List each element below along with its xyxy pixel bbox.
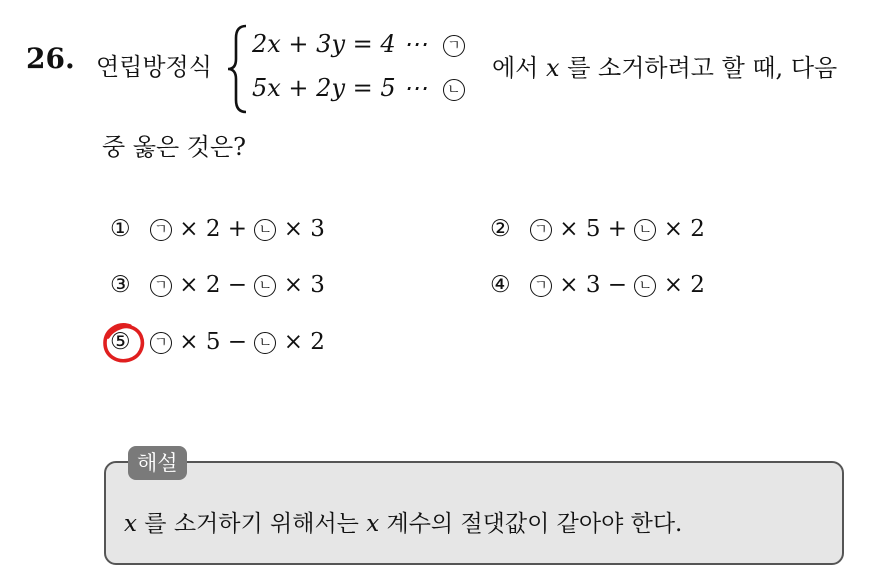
option-op2: × 2	[283, 329, 325, 355]
option-marker-a: ㄱ	[150, 275, 172, 297]
option-op1: × 2 −	[179, 272, 248, 298]
question-variable: x	[546, 54, 560, 82]
option-marker-b: ㄴ	[254, 332, 276, 354]
option-3[interactable]	[110, 272, 325, 298]
question-line1-rest	[492, 48, 837, 83]
option-op1: × 2 +	[179, 216, 248, 242]
explanation-text2: 계수의 절댓값이 같아야 한다.	[386, 511, 683, 537]
question-after-eq: 에서	[492, 54, 539, 82]
equation-2	[252, 74, 465, 102]
option-marker-a: ㄱ	[530, 219, 552, 241]
explanation-var1: x	[124, 511, 137, 537]
option-number: ④	[490, 272, 511, 298]
explanation-label: 해설	[128, 446, 187, 480]
option-op1: × 3 −	[559, 272, 628, 298]
option-marker-b: ㄴ	[634, 275, 656, 297]
option-marker-b: ㄴ	[634, 219, 656, 241]
option-op2: × 2	[663, 216, 705, 242]
explanation-text1: 를 소거하기 위해서는	[144, 511, 359, 537]
equation-1	[252, 30, 465, 58]
option-op1: × 5 +	[559, 216, 628, 242]
option-2[interactable]	[490, 216, 705, 242]
equation-2-marker: ㄴ	[443, 79, 465, 101]
option-number: ⑤	[110, 329, 131, 355]
question-intro: 연립방정식	[96, 53, 212, 81]
option-op2: × 3	[283, 272, 325, 298]
option-op1: × 5 −	[179, 329, 248, 355]
question-number: 26.	[26, 42, 75, 75]
question-rest: 를 소거하려고 할 때, 다음	[567, 54, 838, 82]
option-marker-b: ㄴ	[254, 275, 276, 297]
option-marker-a: ㄱ	[150, 219, 172, 241]
equation-1-marker: ㄱ	[443, 35, 465, 57]
option-marker-a: ㄱ	[530, 275, 552, 297]
equation-1-text: 2x + 3y = 4 ⋯	[252, 30, 428, 58]
explanation-var2: x	[366, 511, 380, 537]
option-op2: × 2	[663, 272, 705, 298]
option-number: ①	[110, 216, 131, 242]
option-1[interactable]	[110, 216, 325, 242]
option-number: ②	[490, 216, 511, 242]
question-line2: 중 옳은 것은?	[102, 133, 247, 161]
option-number: ③	[110, 272, 131, 298]
answer-mark-circle	[100, 320, 148, 366]
option-marker-b: ㄴ	[254, 219, 276, 241]
option-marker-a: ㄱ	[150, 332, 172, 354]
option-4[interactable]	[490, 272, 705, 298]
system-brace	[226, 24, 250, 114]
equation-2-text: 5x + 2y = 5 ⋯	[252, 74, 428, 102]
explanation-text	[124, 505, 682, 538]
option-op2: × 3	[283, 216, 325, 242]
